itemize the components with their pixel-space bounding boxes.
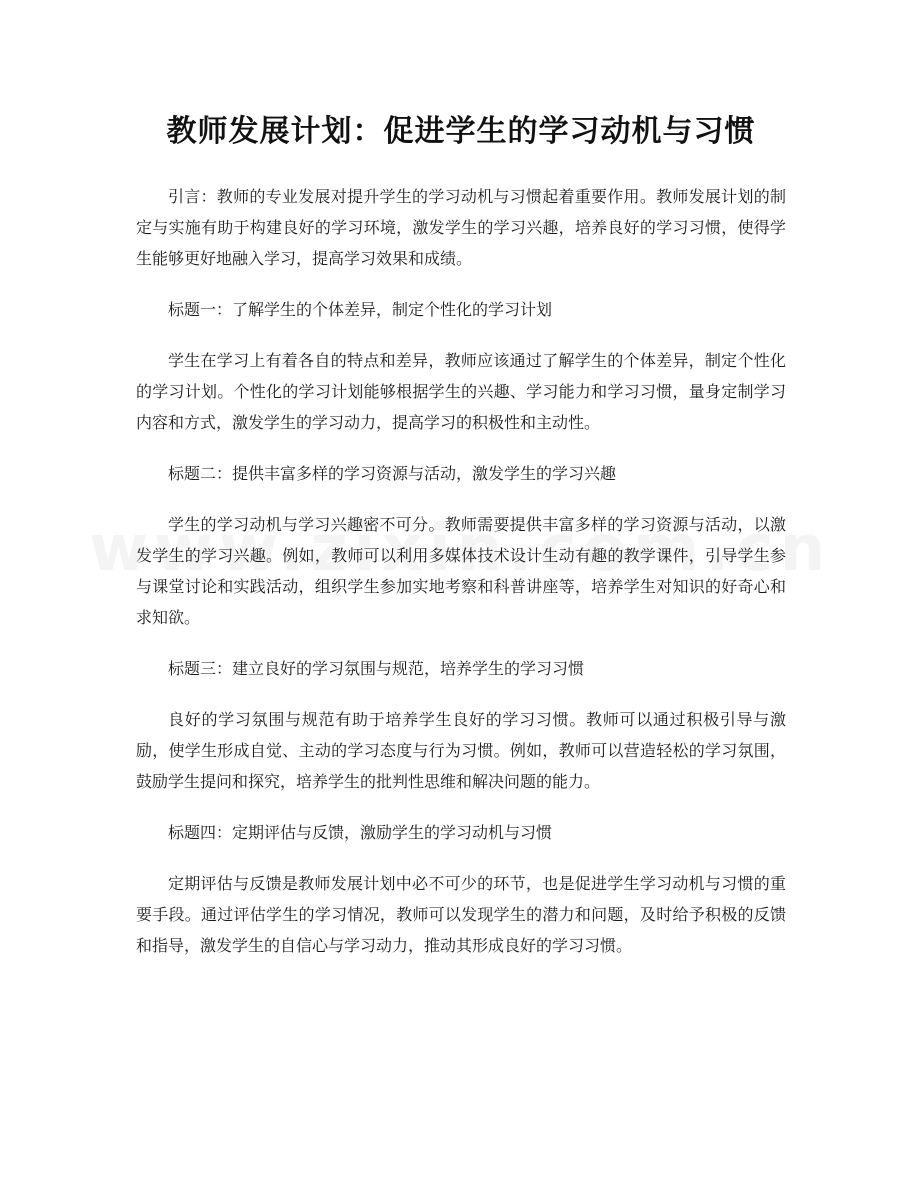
section-paragraph-3: 良好的学习氛围与规范有助于培养学生良好的学习习惯。教师可以通过积极引导与激励，使学生形成自觉、主动的学习态度与行为习惯。例如，教师可以营造轻松的学习氛围，鼓励学生提问和探究，培养学生的批判性思维和解决问题的能力。 <box>136 710 786 791</box>
section-paragraph-2: 学生的学习动机与学习兴趣密不可分。教师需要提供丰富多样的学习资源与活动，以激发学生的学习兴趣。例如，教师可以利用多媒体技术设计生动有趣的教学课件，引导学生参与课堂讨论和实践活动，组织学生参加实地考察和科普讲座等，培养学生对知识的好奇心和求知欲。 <box>136 515 786 627</box>
section-heading-1: 标题一：了解学生的个体差异，制定个性化的学习计划 <box>168 300 553 319</box>
section-paragraph-1: 学生在学习上有着各自的特点和差异，教师应该通过了解学生的个体差异，制定个性化的学习计划。个性化的学习计划能够根据学生的兴趣、学习能力和学习习惯，量身定制学习内容和方式，激发学生的学习动力，提高学习的积极性和主动性。 <box>136 351 786 432</box>
section-paragraph-4: 定期评估与反馈是教师发展计划中必不可少的环节，也是促进学生学习动机与习惯的重要手段。通过评估学生的学习情况，教师可以发现学生的潜力和问题，及时给予积极的反馈和指导，激发学生的自信心与学习动力，推动其形成良好的学习习惯。 <box>136 874 786 955</box>
page-title: 教师发展计划：促进学生的学习动机与习惯 <box>166 114 756 149</box>
section-heading-2: 标题二：提供丰富多样的学习资源与活动，激发学生的学习兴趣 <box>168 464 617 483</box>
section-heading-4: 标题四：定期评估与反馈，激励学生的学习动机与习惯 <box>168 823 553 842</box>
document-body <box>136 181 786 961</box>
intro-paragraph: 引言：教师的专业发展对提升学生的学习动机与习惯起着重要作用。教师发展计划的制定与实施有助于构建良好的学习环境，激发学生的学习兴趣，培养良好的学习习惯，使得学生能够更好地融入学习，提高学习效果和成绩。 <box>136 187 786 268</box>
section-heading-3: 标题三：建立良好的学习氛围与规范，培养学生的学习习惯 <box>168 659 585 678</box>
